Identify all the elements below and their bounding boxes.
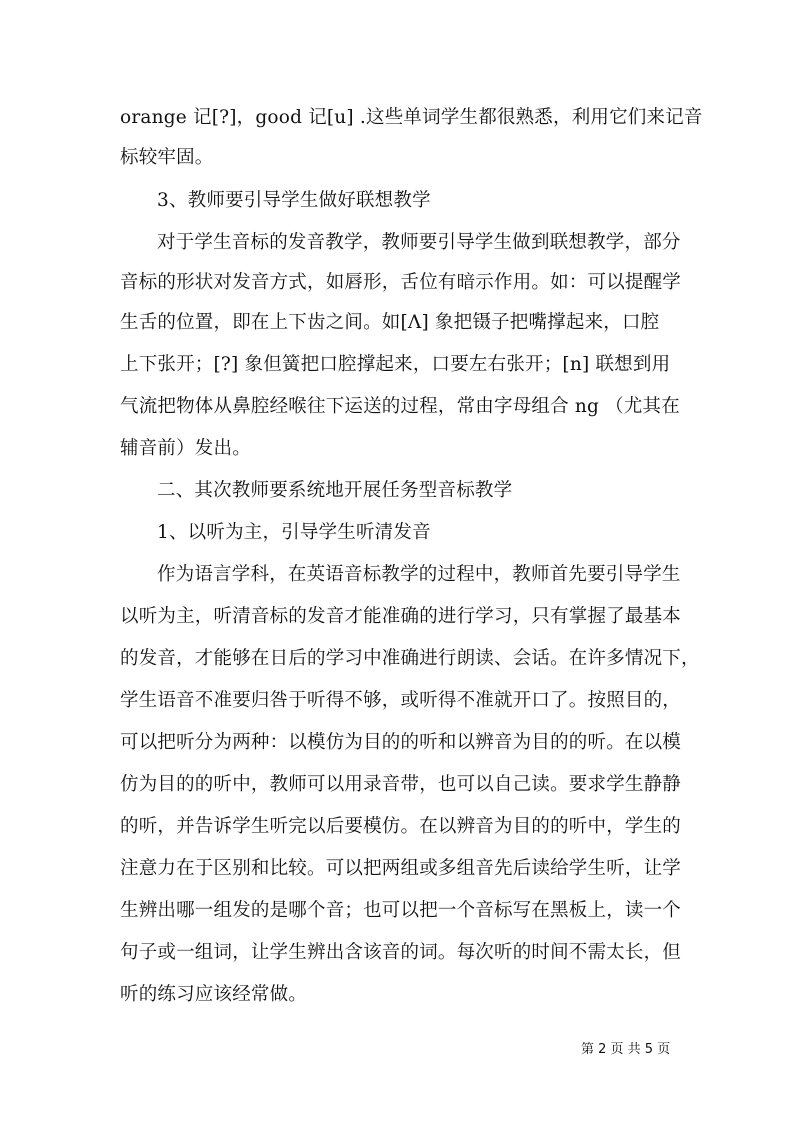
- text-line: 以听为主，听清音标的发音才能准确的进行学习，只有掌握了最基本: [120, 606, 682, 627]
- text-line: 气流把物体从鼻腔经喉往下运送的过程，常由字母组合 ng （尤其在: [120, 396, 680, 417]
- section-heading: 3、教师要引导学生做好联想教学: [157, 190, 431, 211]
- text-line: 标较牢固。: [120, 147, 214, 168]
- text-line: 辅音前）发出。: [120, 438, 251, 459]
- text-line: 生辨出哪一组发的是哪个音；也可以把一个音标写在黑板上，读一个: [120, 900, 682, 921]
- section-heading: 二、其次教师要系统地开展任务型音标教学: [157, 480, 513, 501]
- text-line: 的发音，才能够在日后的学习中准确进行朗读、会话。在许多情况下，: [120, 648, 700, 669]
- text-line: 学生语音不准要归咎于听得不够，或听得不准就开口了。按照目的，: [120, 690, 682, 711]
- paragraph-start: 作为语言学科，在英语音标教学的过程中，教师首先要引导学生: [157, 564, 681, 585]
- page-number-footer: 第 2 页 共 5 页: [581, 1042, 671, 1057]
- text-line: 句子或一组词，让学生辨出含该音的词。每次听的时间不需太长，但: [120, 942, 682, 963]
- text-line: 的听，并告诉学生听完以后要模仿。在以辨音为目的的听中，学生的: [120, 816, 682, 837]
- text-line: 听的练习应该经常做。: [120, 984, 308, 1005]
- text-line: 仿为目的的听中，教师可以用录音带，也可以自己读。要求学生静静: [120, 774, 682, 795]
- text-line: orange 记[?]，good 记[u] .这些单词学生都很熟悉，利用它们来记音: [120, 107, 703, 128]
- text-line: 生舌的位置，即在上下齿之间。如[Λ] 象把镊子把嘴撑起来，口腔: [120, 312, 660, 333]
- text-line: 音标的形状对发音方式，如唇形，舌位有暗示作用。如：可以提醒学: [120, 272, 682, 293]
- paragraph-start: 对于学生音标的发音教学，教师要引导学生做到联想教学，部分: [157, 232, 681, 253]
- text-line: 可以把听分为两种：以模仿为目的的听和以辨音为目的的听。在以模: [120, 732, 682, 753]
- text-line: 注意力在于区别和比较。可以把两组或多组音先后读给学生听，让学: [120, 858, 682, 879]
- text-line: 上下张开；[?] 象但簧把口腔撑起来，口要左右张开；[n] 联想到用: [120, 354, 671, 375]
- section-heading: 1、以听为主，引导学生听清发音: [157, 522, 431, 543]
